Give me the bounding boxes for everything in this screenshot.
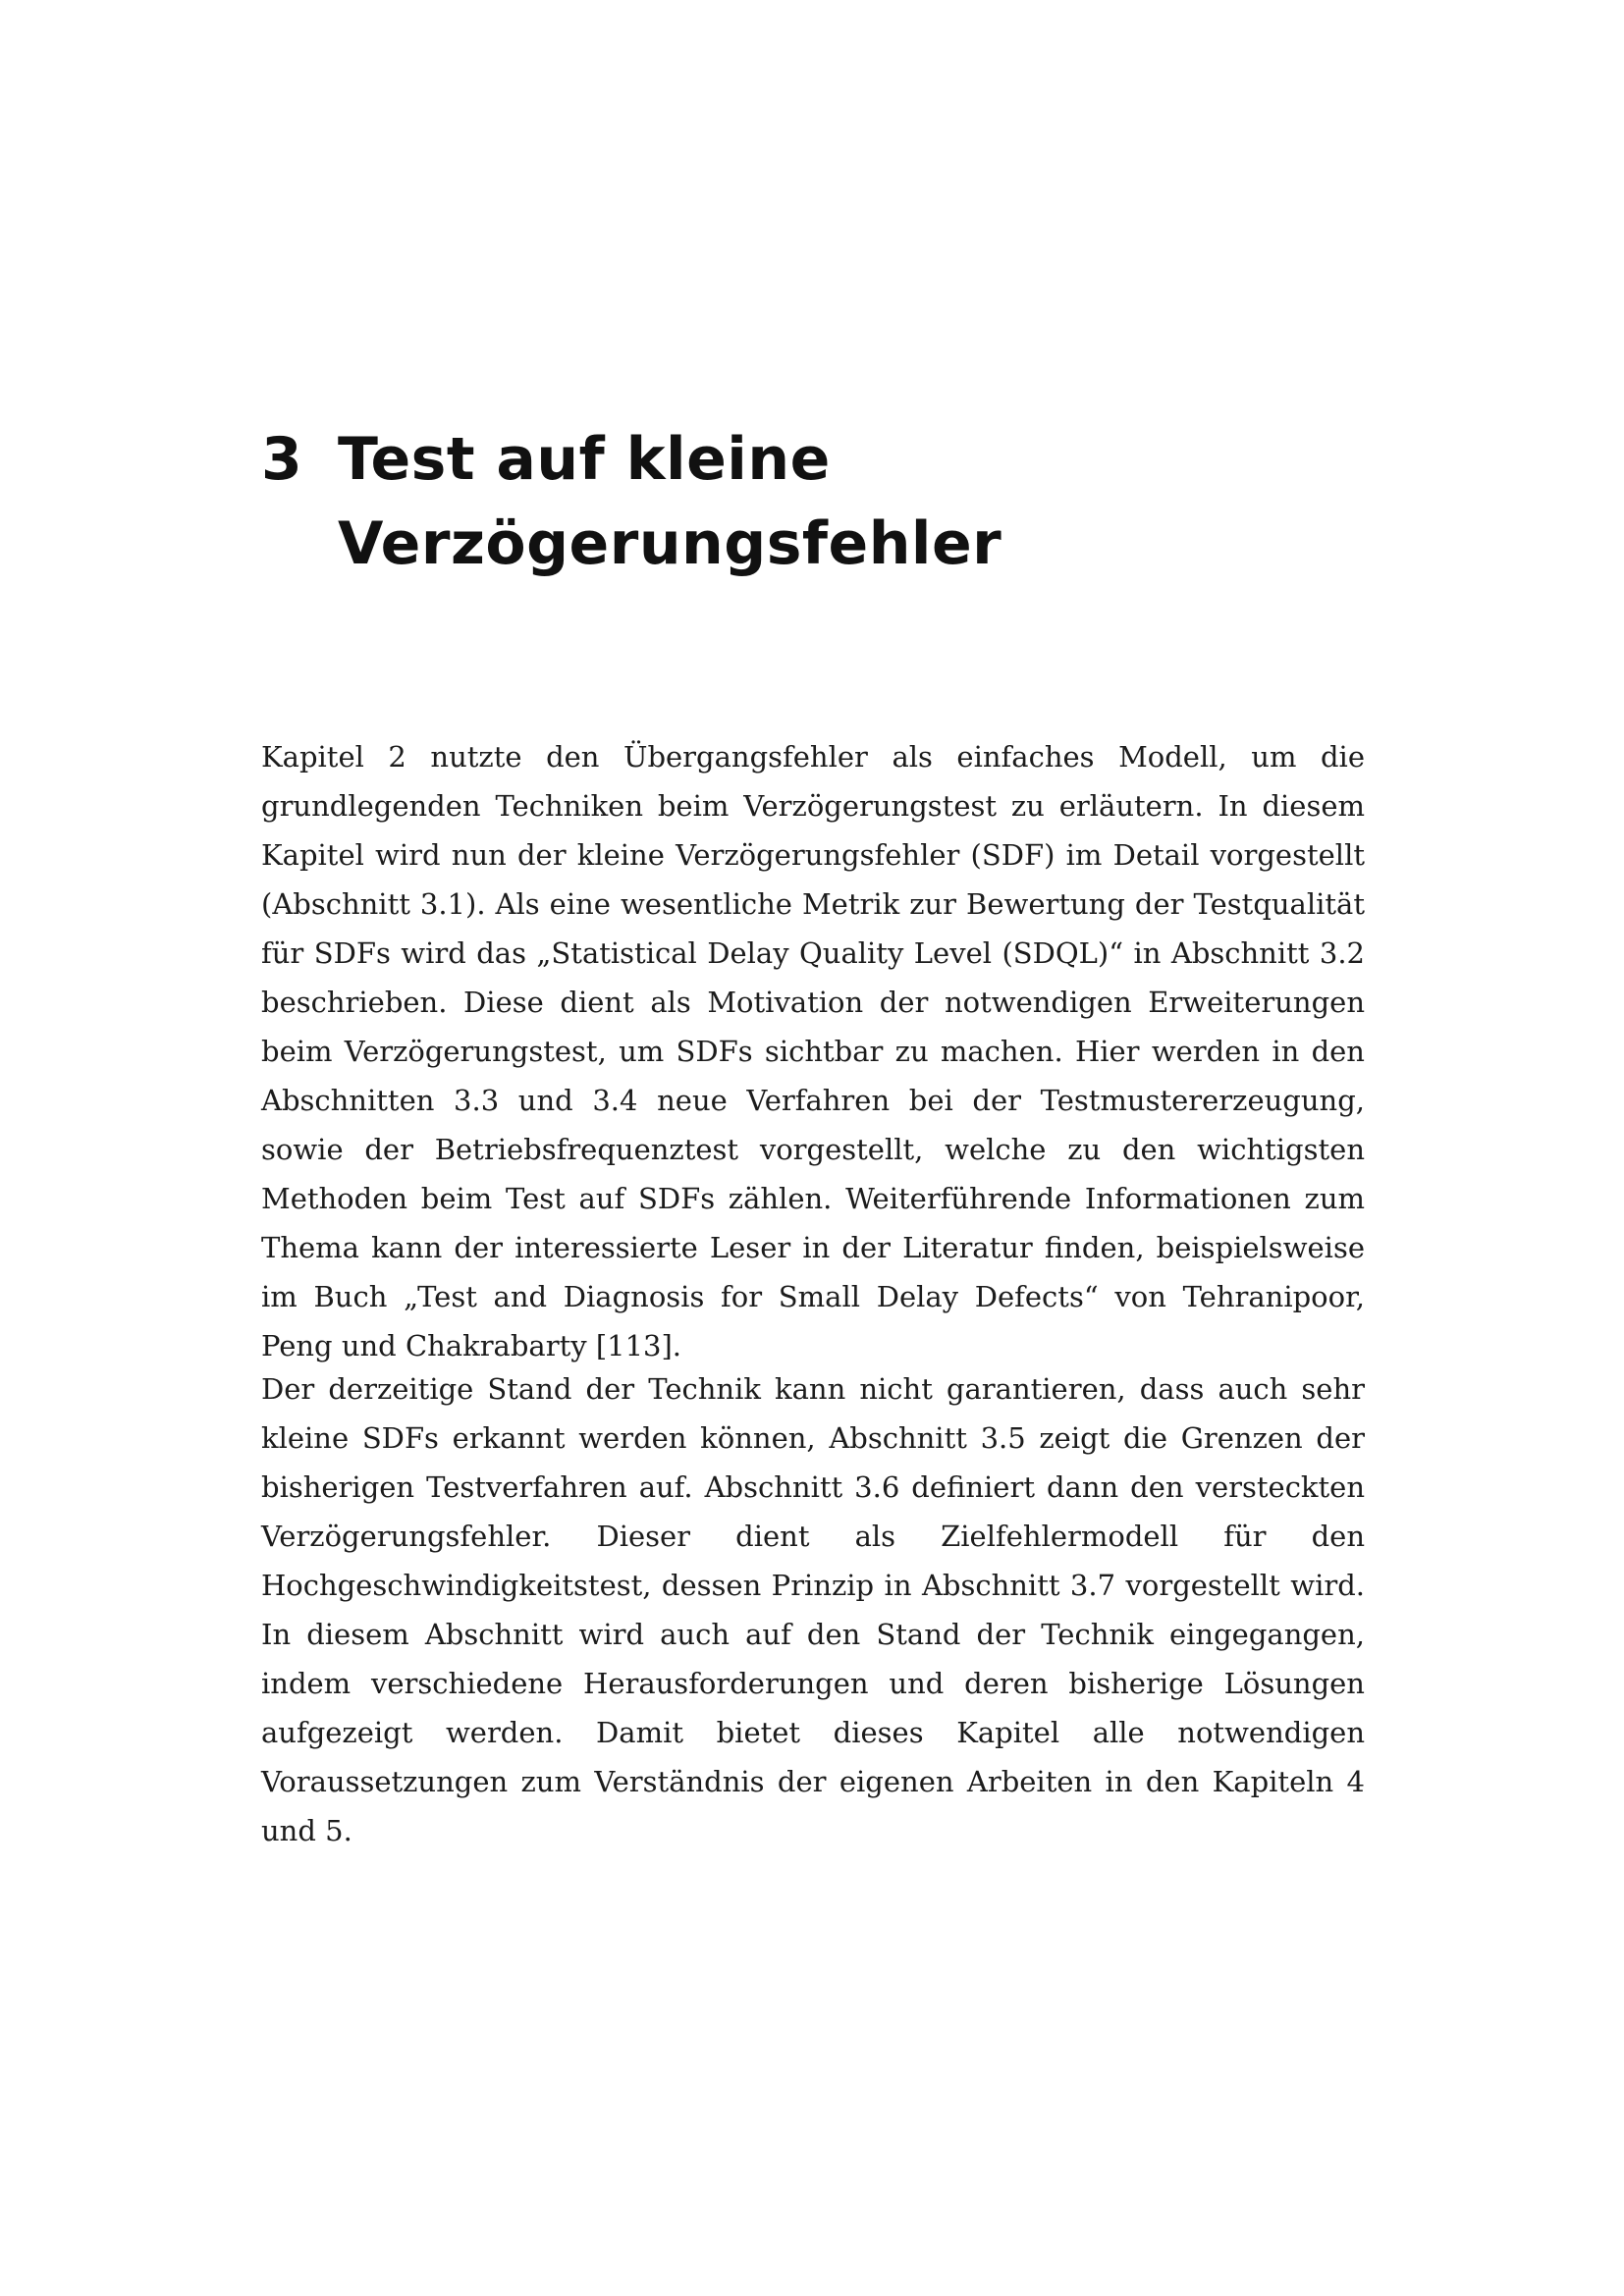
intro-paragraph-1 (261, 732, 1365, 1370)
chapter-title-line-1: Test auf kleine (338, 425, 831, 494)
chapter-title-line-2: Verzögerungsfehler (338, 509, 1002, 578)
intro-paragraph-2 (261, 1364, 1365, 1855)
chapter-number: 3 (261, 425, 303, 494)
paragraph-text: Der derzeitige Stand der Technik kann nicht garantieren, dass auch sehr kleine SDFs erkannt werden können, Abschnitt 3.5 zeigt die Grenzen der bisherigen Testverfahren auf. Abschnitt 3.6 definiert dann den versteckten Verzögerungsfehler. Dieser dient als Zielfehlermodell für den Hochgeschwindigkeitstest, dessen Prinzip in Abschnitt 3.7 vorgestellt wird. In diesem Abschnitt wird auch auf den Stand der Technik eingegangen, indem verschiedene Herausforderungen und deren bisherige Lösungen aufgezeigt werden. Damit bietet dieses Kapitel alle notwendigen Voraussetzungen zum Verständnis der eigenen Arbeiten in den Kapiteln 4 und 5. (261, 1372, 1365, 1847)
paragraph-text: Kapitel 2 nutzte den Übergangsfehler als einfaches Modell, um die grundlegenden Techniken beim Verzögerungstest zu erläutern. In diesem Kapitel wird nun der kleine Verzögerungsfehler (SDF) im Detail vorgestellt (Abschnitt 3.1). Als eine wesentliche Metrik zur Bewertung der Testqualität für SDFs wird das „Statistical Delay Quality Level (SDQL)“ in Abschnitt 3.2 beschrieben. Diese dient als Motivation der notwendigen Erweiterungen beim Verzögerungstest, um SDFs sichtbar zu machen. Hier werden in den Abschnitten 3.3 und 3.4 neue Verfahren bei der Testmustererzeugung, sowie der Betriebsfrequenztest vorgestellt, welche zu den wichtigsten Methoden beim Test auf SDFs zählen. Weiterführende Informationen zum Thema kann der interessierte Leser in der Literatur finden, beispielsweise im Buch „Test and Diagnosis for Small Delay Defects“ von Tehranipoor, Peng und Chakrabarty [113]. (261, 740, 1365, 1362)
chapter-title (338, 417, 1320, 586)
